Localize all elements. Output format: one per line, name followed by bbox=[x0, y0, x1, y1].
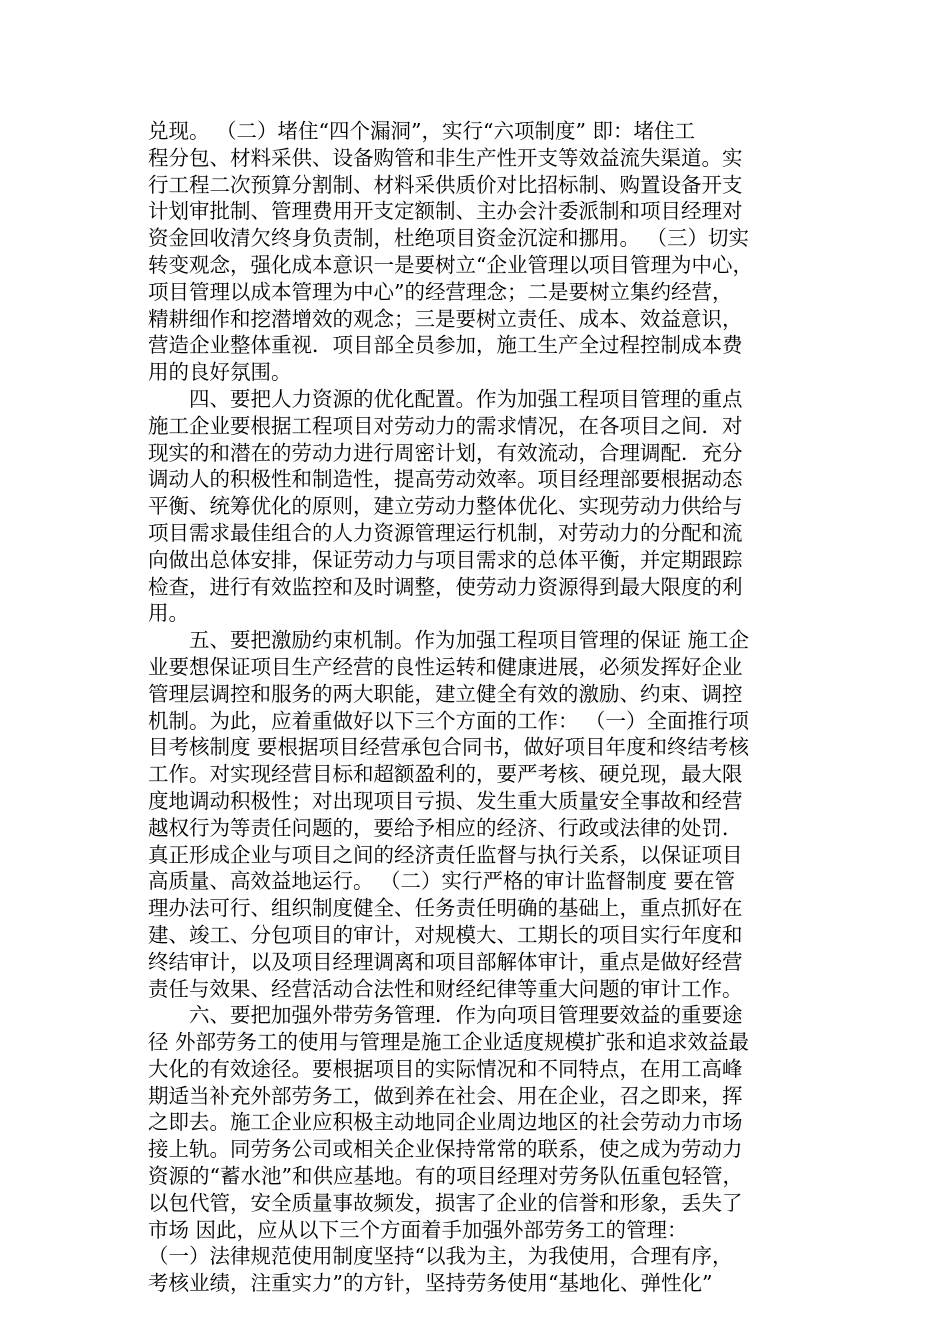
text-line: 大化的有效途径。要根据项目的实际情况和不同特点，在用工高峰 bbox=[148, 1056, 743, 1081]
text-line: 业要想保证项目生产经营的良性运转和健康进展，必须发挥好企业 bbox=[148, 654, 743, 679]
text-line: 考核业绩，注重实力”的方针，坚持劳务使用“基地化、弹性化” bbox=[148, 1271, 713, 1296]
text-line: 四、要把人力资源的优化配置。作为加强工程项目管理的重点 bbox=[148, 386, 743, 411]
text-line: 转变观念，强化成本意识一是要树立“企业管理以项目管理为中心， bbox=[148, 252, 753, 277]
text-line: 越权行为等责任问题的，要给予相应的经济、行政或法律的处罚． bbox=[148, 815, 743, 840]
text-line: 项目需求最佳组合的人力资源管理运行机制，对劳动力的分配和流 bbox=[148, 520, 743, 545]
text-line: 期适当补充外部劳务工，做到养在社会、用在企业，召之即来，挥 bbox=[148, 1083, 743, 1108]
text-line: 市场 因此，应从以下三个方面着手加强外部劳务工的管理： bbox=[148, 1217, 688, 1242]
text-line: 资源的“蓄水池”和供应基地。有的项目经理对劳务队伍重包轻管， bbox=[148, 1164, 743, 1189]
text-line: 检查，进行有效监控和及时调整，使劳动力资源得到最大限度的利 bbox=[148, 574, 743, 599]
text-line: 目考核制度 要根据项目经营承包合同书，做好项目年度和终结考核 bbox=[148, 735, 750, 760]
text-line: 平衡、统筹优化的原则，建立劳动力整体优化、实现劳动力供给与 bbox=[148, 494, 743, 519]
text-line: 以包代管，安全质量事故频发，损害了企业的信誉和形象，丢失了 bbox=[148, 1190, 743, 1215]
text-line: 接上轨。同劳务公司或相关企业保持常常的联系，使之成为劳动力 bbox=[148, 1137, 743, 1162]
text-line: 营造企业整体重视．项目部全员参加，施工生产全过程控制成本费 bbox=[148, 333, 743, 358]
text-line: 真正形成企业与项目之间的经济责任监督与执行关系，以保证项目 bbox=[148, 842, 743, 867]
text-line: 理办法可行、组织制度健全、任务责任明确的基础上，重点抓好在 bbox=[148, 896, 743, 921]
text-line: 程分包、材料采供、设备购管和非生产性开支等效益流失渠道。实 bbox=[148, 145, 743, 170]
text-line: 度地调动积极性；对出现项目亏损、发生重大质量安全事故和经营 bbox=[148, 788, 743, 813]
text-line: 高质量、高效益地运行。 （二）实行严格的审计监督制度 要在管 bbox=[148, 869, 736, 894]
text-line: （一）法律规范使用制度坚持“以我为主，为我使用，合理有序， bbox=[148, 1244, 733, 1269]
text-line: 精耕细作和挖潜增效的观念；三是要树立责任、成本、效益意识， bbox=[148, 306, 743, 331]
text-line: 五、要把激励约束机制。作为加强工程项目管理的保证 施工企 bbox=[148, 628, 750, 653]
text-line: 工作。对实现经营目标和超额盈利的，要严考核、硬兑现，最大限 bbox=[148, 762, 743, 787]
text-line: 资金回收清欠终身负责制，杜绝项目资金沉淀和挪用。 （三）切实 bbox=[148, 226, 750, 251]
body-text bbox=[148, 118, 808, 1297]
text-line: 向做出总体安排，保证劳动力与项目需求的总体平衡，并定期跟踪 bbox=[148, 547, 743, 572]
text-line: 终结审计，以及项目经理调离和项目部解体审计，重点是做好经营 bbox=[148, 949, 743, 974]
text-line: 管理层调控和服务的两大职能，建立健全有效的激励、约束、调控 bbox=[148, 681, 743, 706]
text-line: 调动人的积极性和制造性，提高劳动效率。项目经理部要根据动态 bbox=[148, 467, 743, 492]
text-line: 用。 bbox=[148, 601, 189, 626]
text-line: 之即去。施工企业应积极主动地同企业周边地区的社会劳动力市场 bbox=[148, 1110, 743, 1135]
text-line: 施工企业要根据工程项目对劳动力的需求情况，在各项目之间．对 bbox=[148, 413, 743, 438]
text-line: 径 外部劳务工的使用与管理是施工企业适度规模扩张和追求效益最 bbox=[148, 1030, 750, 1055]
text-line: 建、竣工、分包项目的审计，对规模大、工期长的项目实行年度和 bbox=[148, 922, 743, 947]
text-line: 六、要把加强外带劳务管理．作为向项目管理要效益的重要途 bbox=[148, 1003, 743, 1028]
text-line: 责任与效果、经营活动合法性和财经纪律等重大问题的审计工作。 bbox=[148, 976, 743, 1001]
text-line: 兑现。 （二）堵住“四个漏洞”，实行“六项制度” 即：堵住工 bbox=[148, 119, 695, 143]
text-line: 计划审批制、管理费用开支定额制、主办会汁委派制和项目经理对 bbox=[148, 199, 743, 224]
text-line: 现实的和潜在的劳动力进行周密计划，有效流动，合理调配．充分 bbox=[148, 440, 743, 465]
text-line: 用的良好氛围。 bbox=[148, 360, 292, 385]
text-line: 行工程二次预算分割制、材料采供质价对比招标制、购置设备开支 bbox=[148, 172, 743, 197]
text-line: 机制。为此，应着重做好以下三个方面的工作： （一）全面推行项 bbox=[148, 708, 750, 733]
text-line: 项目管理以成本管理为中心”的经营理念；二是要树立集约经营， bbox=[148, 279, 733, 304]
